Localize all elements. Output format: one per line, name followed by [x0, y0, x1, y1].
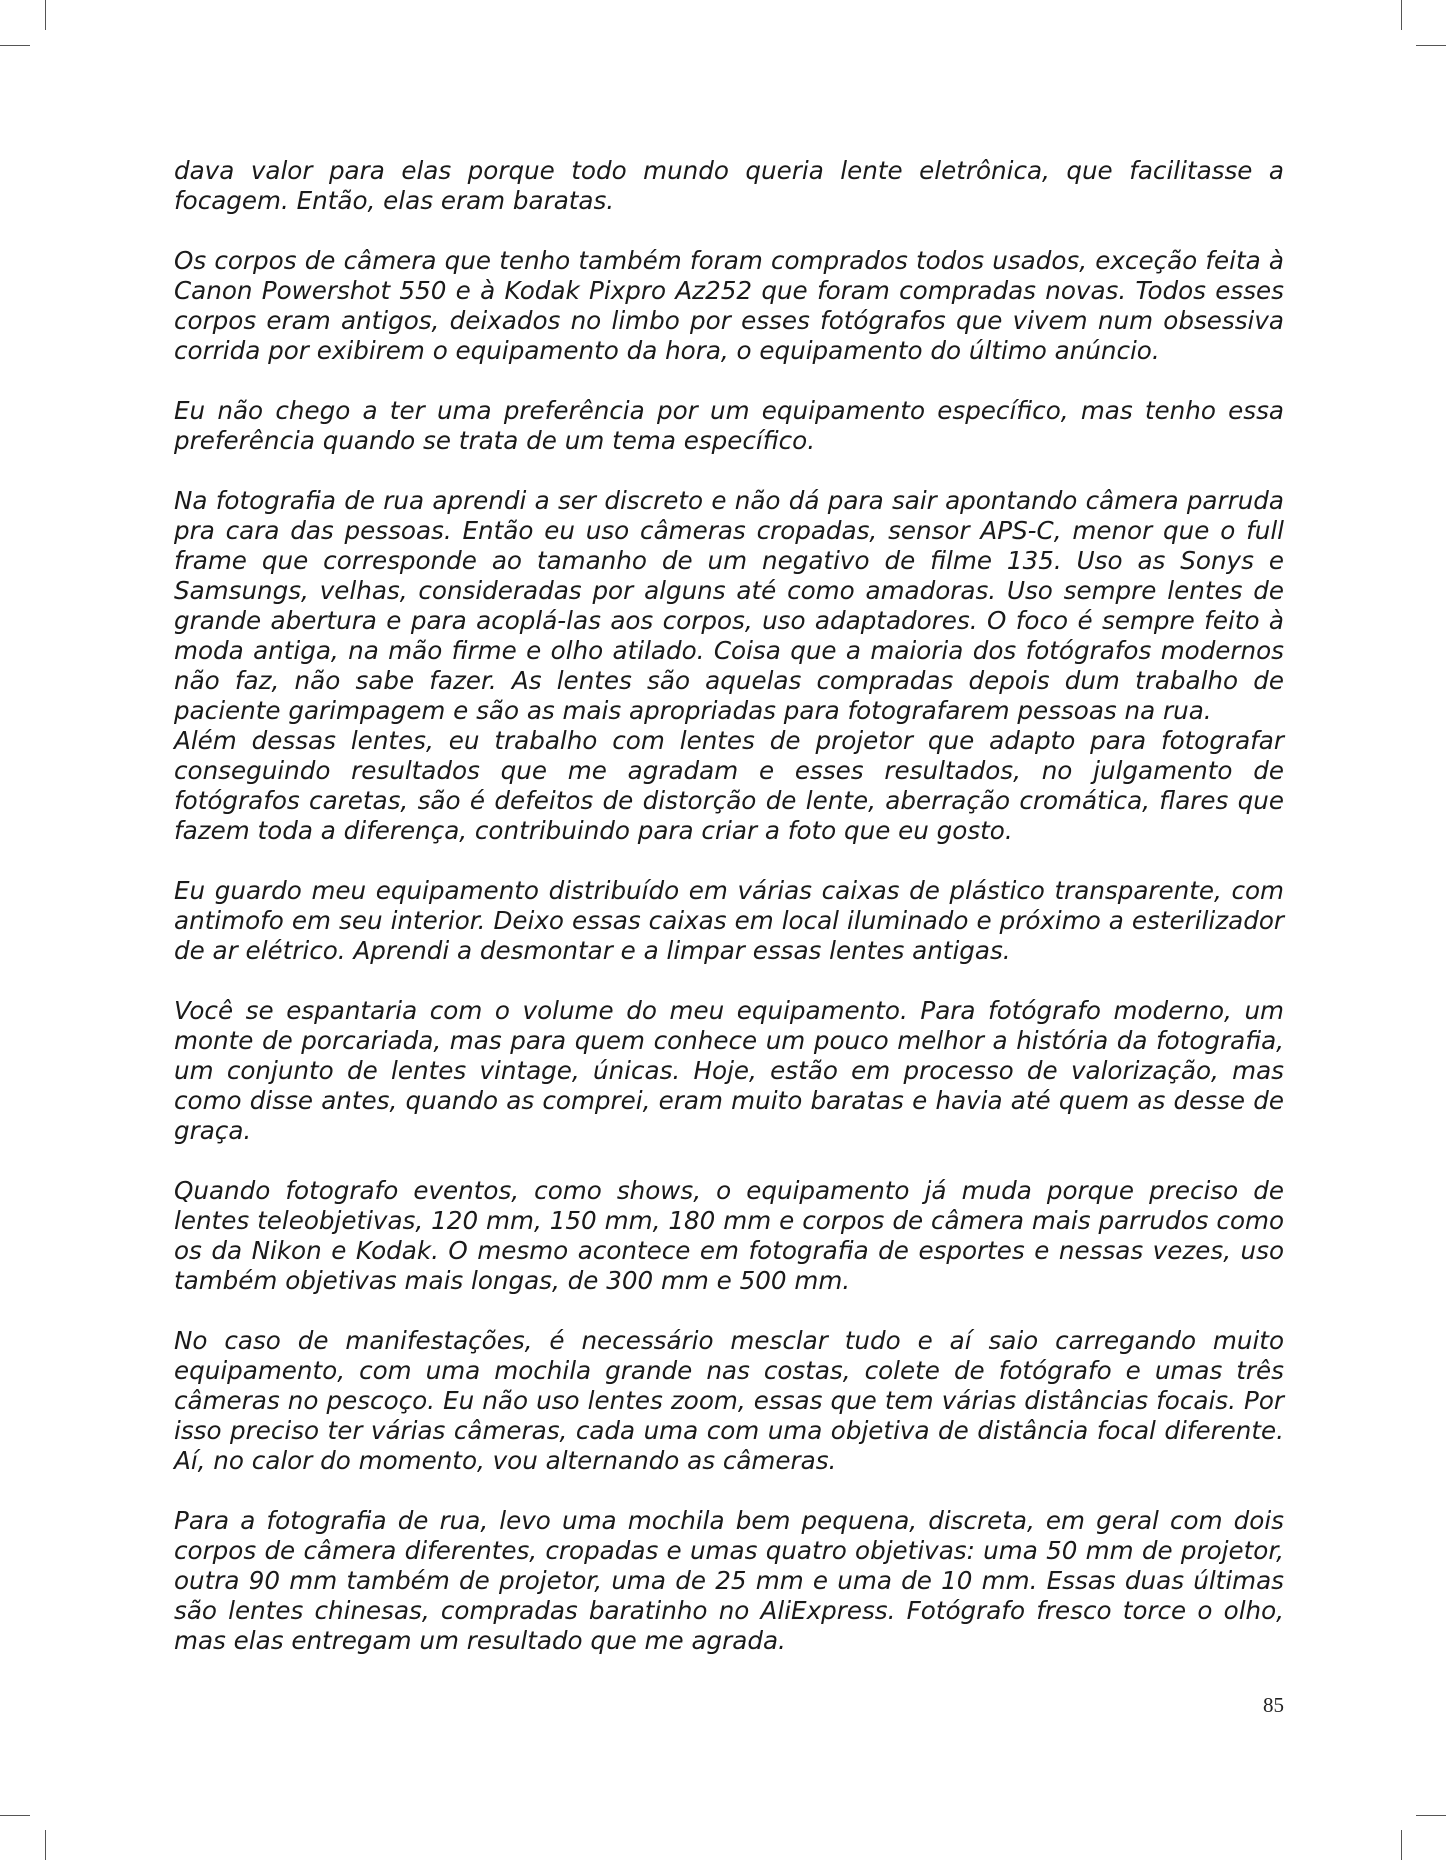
crop-mark-bottom-left-vertical	[45, 1830, 46, 1860]
crop-mark-bottom-left-horizontal	[0, 1815, 30, 1816]
crop-mark-bottom-right-horizontal	[1416, 1815, 1446, 1816]
crop-mark-bottom-right-vertical	[1401, 1830, 1402, 1860]
crop-mark-top-right-vertical	[1401, 0, 1402, 30]
paragraph-1: dava valor para elas porque todo mundo queria lente eletrônica, que facilitasse a focagem. Então, elas eram baratas.	[174, 156, 1284, 215]
paragraph-9: No caso de manifestações, é necessário mesclar tudo e aí saio carregando muito equipamento, com uma mochila grande nas costas, colete de fotógrafo e umas três câmeras no pescoço. Eu não uso lentes zoom, essas que tem várias distâncias focais. Por isso preciso ter várias câmeras, cada uma com uma objetiva de distância focal diferente. Aí, no calor do momento, vou alternando as câmeras.	[174, 1326, 1284, 1475]
page-number: 85	[1263, 1693, 1284, 1717]
body-text	[174, 156, 1284, 1656]
paragraph-2: Os corpos de câmera que tenho também foram comprados todos usados, exceção feita à Canon Powershot 550 e à Kodak Pixpro Az252 que foram compradas novas. Todos esses corpos eram antigos, deixados no limbo por esses fotógrafos que vivem num obsessiva corrida por exibirem o equipamento da hora, o equipamento do último anúncio.	[174, 246, 1284, 365]
paragraph-7: Você se espantaria com o volume do meu equipamento. Para fotógrafo moderno, um monte de porcariada, mas para quem conhece um pouco melhor a história da fotografia, um conjunto de lentes vintage, únicas. Hoje, estão em processo de valorização, mas como disse antes, quando as comprei, eram muito baratas e havia até quem as desse de graça.	[174, 996, 1284, 1145]
crop-mark-top-left-horizontal	[0, 45, 30, 46]
paragraph-3: Eu não chego a ter uma preferência por um equipamento específico, mas tenho essa preferência quando se trata de um tema específico.	[174, 396, 1284, 455]
paragraph-6: Eu guardo meu equipamento distribuído em várias caixas de plástico transparente, com antimofo em seu interior. Deixo essas caixas em local iluminado e próximo a esterilizador de ar elétrico. Aprendi a desmontar e a limpar essas lentes antigas.	[174, 876, 1284, 965]
crop-mark-top-right-horizontal	[1416, 45, 1446, 46]
paragraph-4: Na fotografia de rua aprendi a ser discreto e não dá para sair apontando câmera parruda pra cara das pessoas. Então eu uso câmeras cropadas, sensor APS-C, menor que o full frame que corresponde ao tamanho de um negativo de filme 135. Uso as Sonys e Samsungs, velhas, consideradas por alguns até como amadoras. Uso sempre lentes de grande abertura e para acoplá-las aos corpos, uso adaptadores. O foco é sempre feito à moda antiga, na mão firme e olho atilado. Coisa que a maioria dos fotógrafos modernos não faz, não sabe fazer. As lentes são aquelas compradas depois dum trabalho de paciente garimpagem e são as mais apropriadas para fotografarem pessoas na rua.	[174, 486, 1284, 725]
paragraph-5: Além dessas lentes, eu trabalho com lentes de projetor que adapto para fotografar conseguindo resultados que me agradam e esses resultados, no julgamento de fotógrafos caretas, são é defeitos de distorção de lente, aberração cromática, flares que fazem toda a diferença, contribuindo para criar a foto que eu gosto.	[174, 726, 1284, 845]
paragraph-10: Para a fotografia de rua, levo uma mochila bem pequena, discreta, em geral com dois corpos de câmera diferentes, cropadas e umas quatro objetivas: uma 50 mm de projetor, outra 90 mm também de projetor, uma de 25 mm e uma de 10 mm. Essas duas últimas são lentes chinesas, compradas baratinho no AliExpress. Fotógrafo fresco torce o olho, mas elas entregam um resultado que me agrada.	[174, 1506, 1284, 1655]
paragraph-8: Quando fotografo eventos, como shows, o equipamento já muda porque preciso de lentes teleobjetivas, 120 mm, 150 mm, 180 mm e corpos de câmera mais parrudos como os da Nikon e Kodak. O mesmo acontece em fotografia de esportes e nessas vezes, uso também objetivas mais longas, de 300 mm e 500 mm.	[174, 1176, 1284, 1295]
crop-mark-top-left-vertical	[45, 0, 46, 30]
